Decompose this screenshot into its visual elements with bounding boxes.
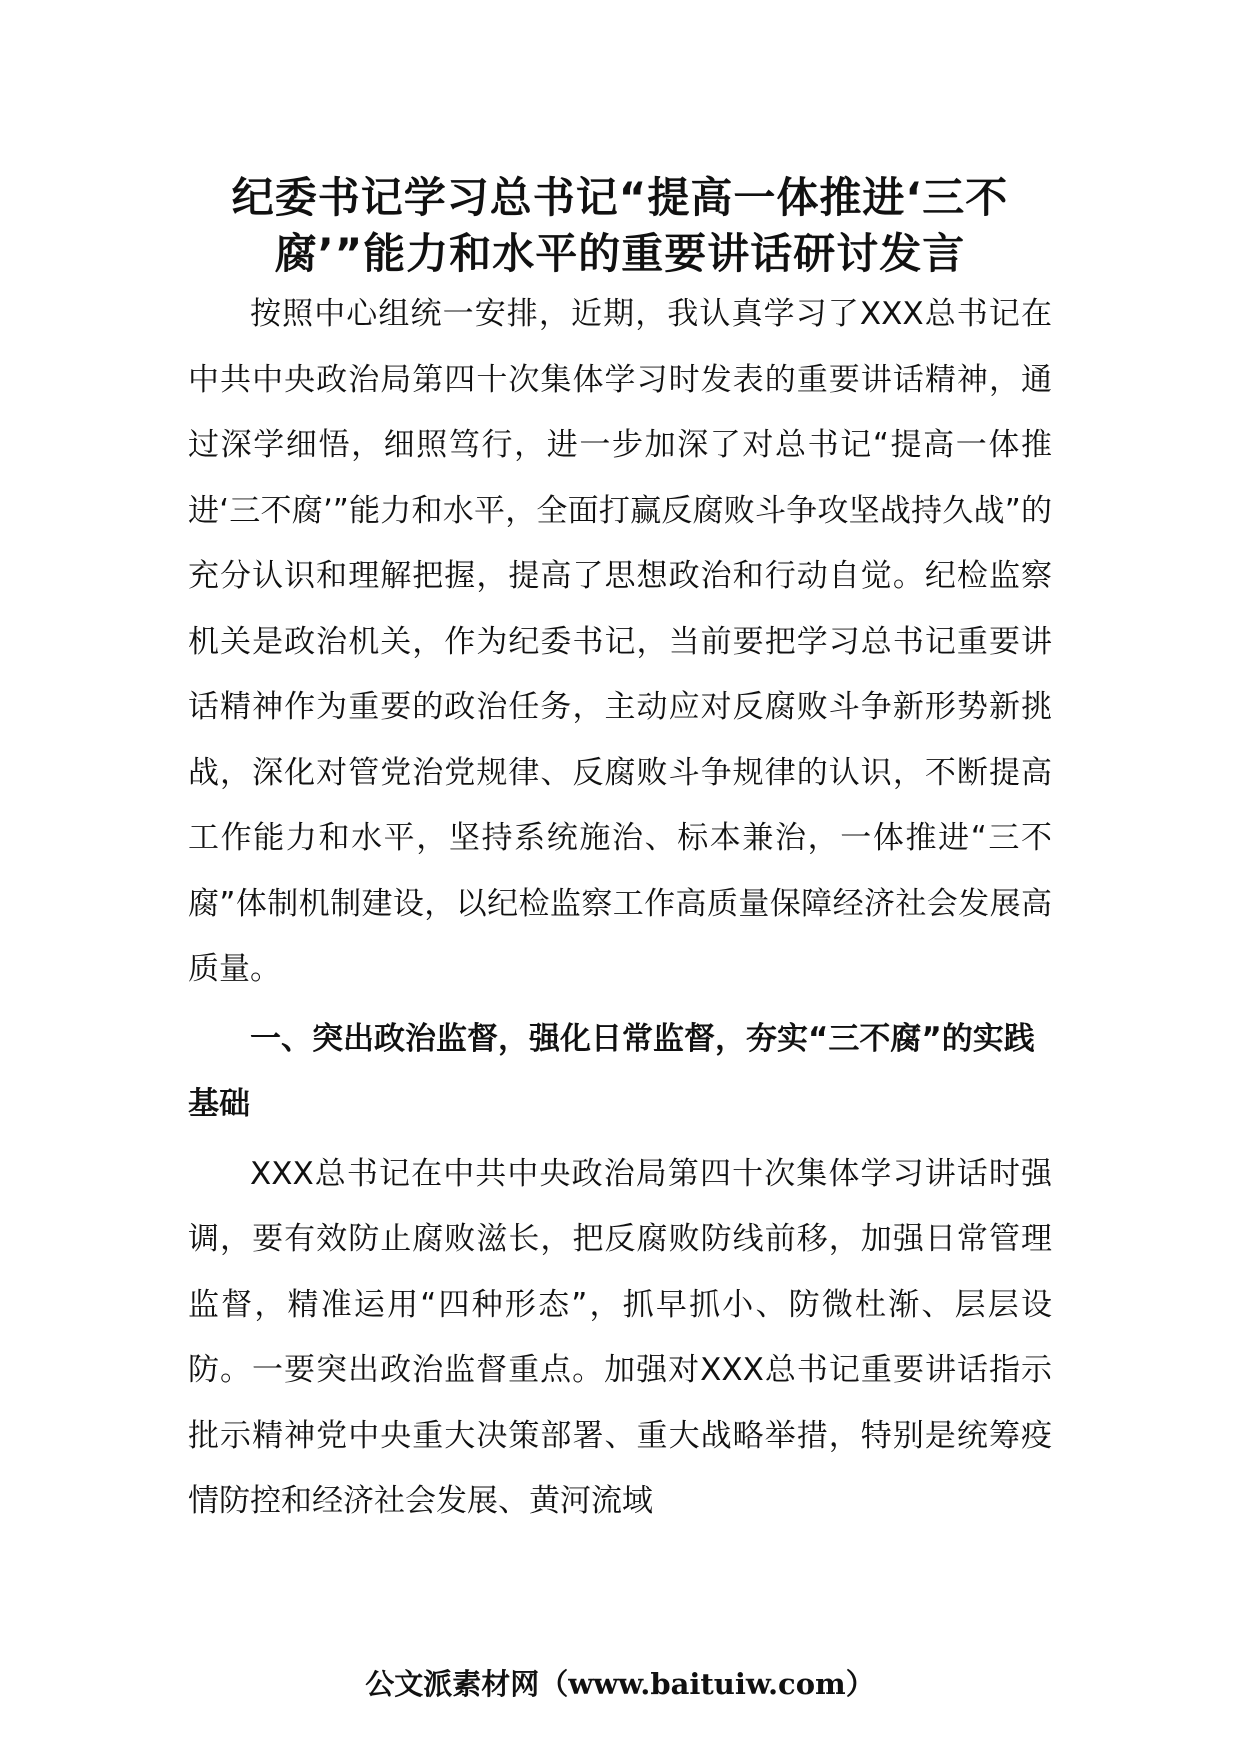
footer-watermark: 公文派素材网（www.baituiw.com） — [365, 1667, 875, 1701]
section-heading-1: 一、突出政治监督，强化日常监督，夯实“三不腐”的实践基础 — [188, 1020, 1035, 1122]
intro-paragraph: 按照中心组统一安排，近期，我认真学习了XXX总书记在中共中央政治局第四十次集体学习时发表的重要讲话精神，通过深学细悟，细照笃行，进一步加深了对总书记“提高一体推进‘三不腐’”能力和水平，全面打赢反腐败斗争攻坚战持久战”的充分认识和理解把握，提高了思想政治和行动自觉。纪检监察机关是政治机关，作为纪委书记，当前要把学习总书记重要讲话精神作为重要的政治任务，主动应对反腐败斗争新形势新挑战，深化对管党治党规律、反腐败斗争规律的认识，不断提高工作能力和水平，坚持系统施治、标本兼治，一体推进“三不腐”体制机制建设，以纪检监察工作高质量保障经济社会发展高质量。 — [188, 296, 1052, 987]
document-page — [188, 170, 1052, 1535]
section-paragraph-1: XXX总书记在中共中央政治局第四十次集体学习讲话时强调，要有效防止腐败滋长，把反腐败防线前移，加强日常管理监督，精准运用“四种形态”，抓早抓小、防微杜渐、层层设防。一要突出政治监督重点。加强对XXX总书记重要讲话指示批示精神党中央重大决策部署、重大战略举措，特别是统筹疫情防控和经济社会发展、黄河流域 — [188, 1155, 1052, 1519]
document-title: 纪委书记学习总书记“提高一体推进‘三不腐’”能力和水平的重要讲话研讨发言 — [231, 173, 1009, 278]
